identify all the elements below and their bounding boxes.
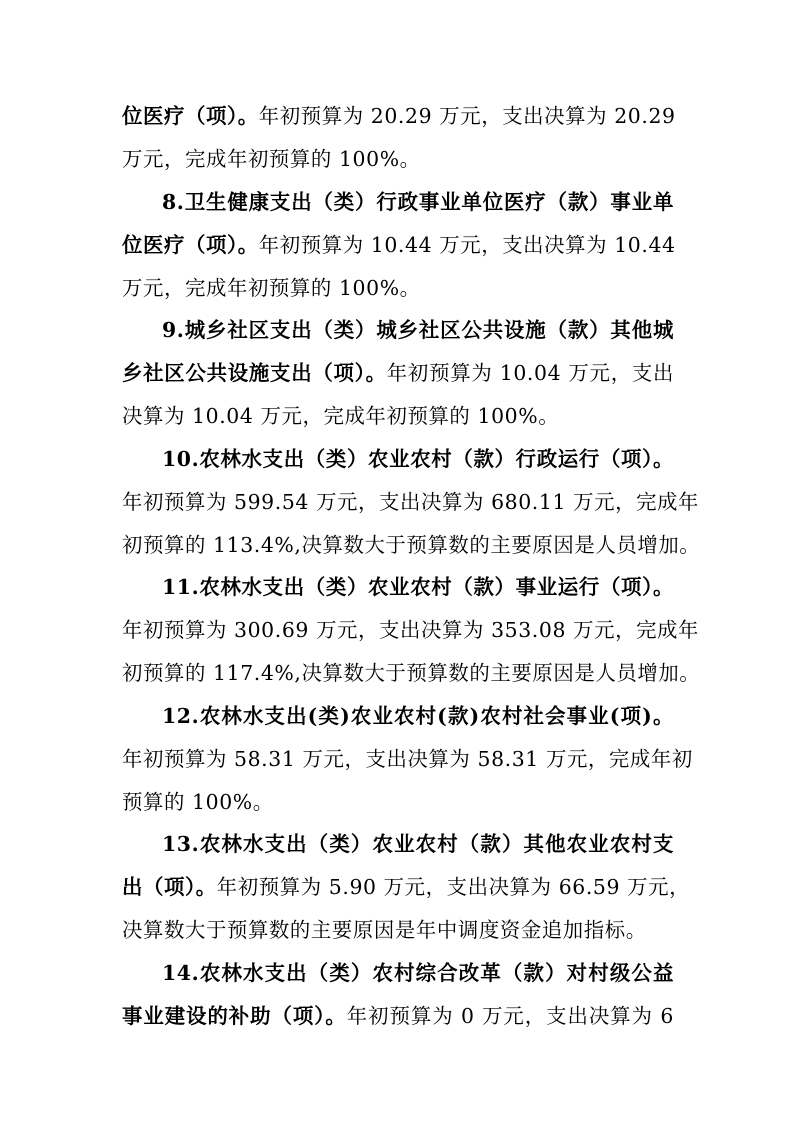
paragraph-line [122, 782, 674, 822]
bold-heading-text: 13.农林水支出（类）农业农村（款）其他农业农村支 [162, 832, 674, 856]
body-text: 决算为 10.04 万元，完成年初预算的 100%。 [122, 404, 560, 428]
paragraph-line [122, 96, 674, 136]
paragraph-line [162, 182, 674, 222]
bold-heading-text: 8.卫生健康支出（类）行政事业单位医疗（款）事业单 [162, 190, 674, 214]
paragraph-line [122, 482, 700, 522]
paragraph-line [122, 739, 693, 779]
paragraph-line [122, 353, 674, 393]
body-text: 年初预算为 58.31 万元，支出决算为 58.31 万元，完成年初 [122, 747, 693, 771]
bold-heading-text: 出（项）。 [122, 875, 217, 899]
body-text: 年初预算为 300.69 万元，支出决算为 353.08 万元，完成年 [122, 618, 700, 642]
paragraph-line [122, 525, 701, 565]
paragraph-line [122, 225, 674, 265]
body-text: 年初预算为 10.44 万元，支出决算为 10.44 [258, 233, 676, 257]
body-text: 决算数大于预算数的主要原因是年中调度资金追加指标。 [122, 918, 647, 942]
body-text: 年初预算为 0 万元，支出决算为 6 [346, 1004, 674, 1028]
paragraph-line [162, 439, 674, 479]
paragraph-line [162, 953, 674, 993]
bold-heading-text: 事业建设的补助（项）。 [122, 1004, 347, 1028]
bold-heading-text: 14.农林水支出（类）农村综合改革（款）对村级公益 [162, 961, 674, 985]
body-text: 年初预算为 10.04 万元，支出 [386, 361, 674, 385]
paragraph-line [122, 610, 700, 650]
paragraph-line [162, 310, 674, 350]
paragraph-line [122, 396, 674, 436]
bold-heading-text: 乡社区公共设施支出（项）。 [122, 361, 387, 385]
body-text: 年初预算为 20.29 万元，支出决算为 20.29 [258, 104, 676, 128]
body-text: 年初预算为 5.90 万元，支出决算为 66.59 万元， [216, 875, 691, 899]
bold-heading-text: 位医疗（项）。 [122, 233, 259, 257]
paragraph-line [122, 653, 701, 693]
body-text: 预算的 100%。 [122, 790, 274, 814]
bold-heading-text: 11.农林水支出（类）农业农村（款）事业运行（项）。 [162, 575, 674, 599]
paragraph-line [122, 268, 674, 308]
paragraph-line [122, 139, 674, 179]
body-text: 万元，完成年初预算的 100%。 [122, 276, 421, 300]
paragraph-line [122, 867, 691, 907]
paragraph-line [162, 567, 674, 607]
paragraph-line [162, 696, 674, 736]
body-text: 年初预算为 599.54 万元，支出决算为 680.11 万元，完成年 [122, 490, 700, 514]
body-text: 万元，完成年初预算的 100%。 [122, 147, 421, 171]
body-text: 初预算的 117.4%,决算数大于预算数的主要原因是人员增加。 [122, 661, 701, 685]
paragraph-line [162, 824, 674, 864]
bold-heading-text: 位医疗（项）。 [122, 104, 259, 128]
bold-heading-text: 12.农林水支出(类)农业农村(款)农村社会事业(项)。 [162, 704, 674, 728]
paragraph-line [122, 996, 674, 1036]
bold-heading-text: 9.城乡社区支出（类）城乡社区公共设施（款）其他城 [162, 318, 674, 342]
paragraph-line [122, 910, 674, 950]
body-text: 初预算的 113.4%,决算数大于预算数的主要原因是人员增加。 [122, 533, 701, 557]
bold-heading-text: 10.农林水支出（类）农业农村（款）行政运行（项）。 [162, 447, 674, 471]
